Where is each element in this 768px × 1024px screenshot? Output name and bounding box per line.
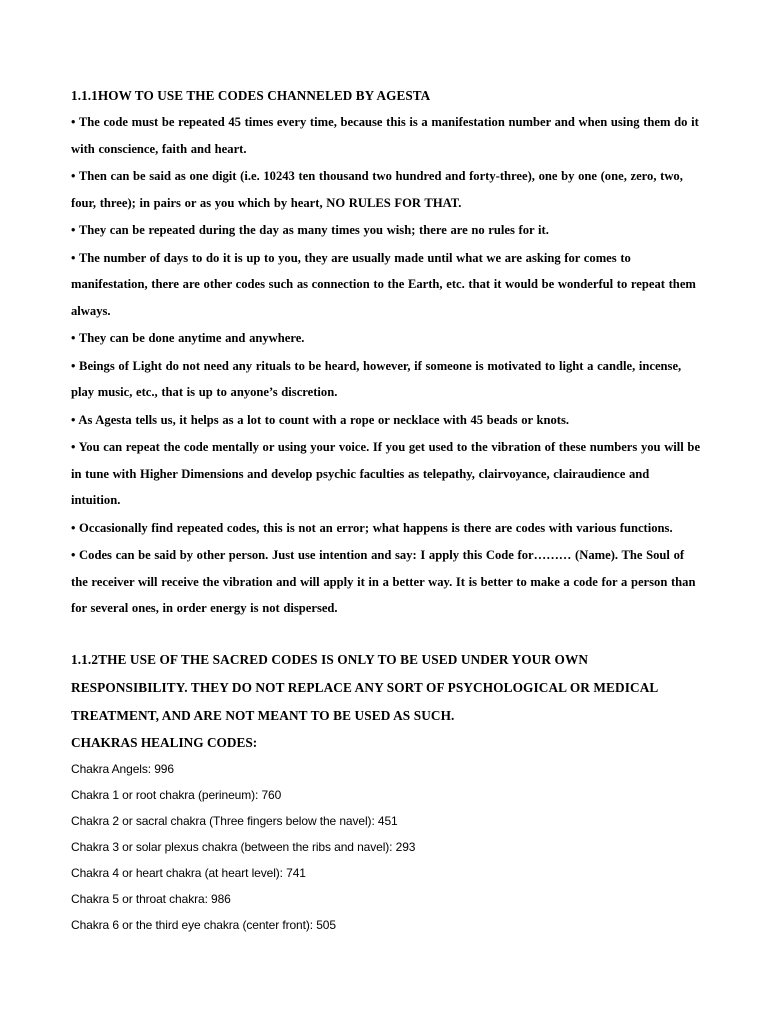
chakra-code-item: Chakra 4 or heart chakra (at heart level): 741: [71, 865, 306, 880]
chakra-code-item: Chakra 6 or the third eye chakra (center front): 505: [71, 917, 336, 932]
instruction-item: • As Agesta tells us, it helps as a lot to count with a rope or necklace with 45 beads or knots.: [71, 412, 570, 427]
chakra-code-item: Chakra 5 or throat chakra: 986: [71, 891, 231, 906]
instruction-item: • The code must be repeated 45 times every time, because this is a manifestation number and when using them do it with conscience, faith and heart.: [71, 115, 699, 156]
chakra-code-item: Chakra Angels: 996: [71, 761, 174, 776]
chakra-codes-list: [71, 756, 701, 938]
instruction-item: • Codes can be said by other person. Just use intention and say: I apply this Code for……… (Name). The Soul of the receiver will receive the vibration and will apply it in a better way. It is better to make a code for a person than for several ones, in order energy is not dispersed.: [71, 548, 696, 615]
instruction-item: • Beings of Light do not need any rituals to be heard, however, if someone is motivated to light a candle, incense, play music, etc., that is up to anyone’s discretion.: [71, 358, 682, 399]
instruction-item: • Occasionally find repeated codes, this is not an error; what happens is there are codes with various functions.: [71, 520, 673, 535]
instruction-item: • You can repeat the code mentally or using your voice. If you get used to the vibration of these numbers you will be in tune with Higher Dimensions and develop psychic faculties as telepathy, clairvoyance, clairaudience and intuition.: [71, 440, 701, 507]
instruction-item: • The number of days to do it is up to you, they are usually made until what we are asking for comes to manifestation, there are other codes such as connection to the Earth, etc. that it would be wonderful to repeat them always.: [71, 250, 696, 318]
instruction-item: • They can be repeated during the day as many times you wish; there are no rules for it.: [71, 223, 549, 237]
chakra-code-item: Chakra 1 or root chakra (perineum): 760: [71, 787, 282, 802]
instruction-item: • They can be done anytime and anywhere.: [71, 331, 305, 345]
codes-title: CHAKRAS HEALING CODES:: [71, 734, 258, 750]
disclaimer-heading: 1.1.2THE USE OF THE SACRED CODES IS ONLY TO BE USED UNDER YOUR OWN RESPONSIBILITY. THEY DO NOT REPLACE ANY SORT OF PSYCHOLOGICAL OR MEDICAL TREATMENT, AND ARE NOT MEANT TO BE USED AS SUCH.: [71, 651, 658, 723]
instructions-list: [71, 109, 701, 622]
chakra-code-item: Chakra 2 or sacral chakra (Three fingers below the navel): 451: [71, 813, 398, 828]
instruction-item: • Then can be said as one digit (i.e. 10243 ten thousand two hundred and forty-three), one by one (one, zero, two, four, three); in pairs or as you which by heart, NO RULES FOR THAT.: [71, 169, 683, 210]
chakra-code-item: Chakra 3 or solar plexus chakra (between the ribs and navel): 293: [71, 839, 416, 854]
section-heading: 1.1.1HOW TO USE THE CODES CHANNELED BY AGESTA: [71, 88, 431, 103]
document-content: [71, 87, 701, 938]
section-gap: [71, 622, 701, 646]
